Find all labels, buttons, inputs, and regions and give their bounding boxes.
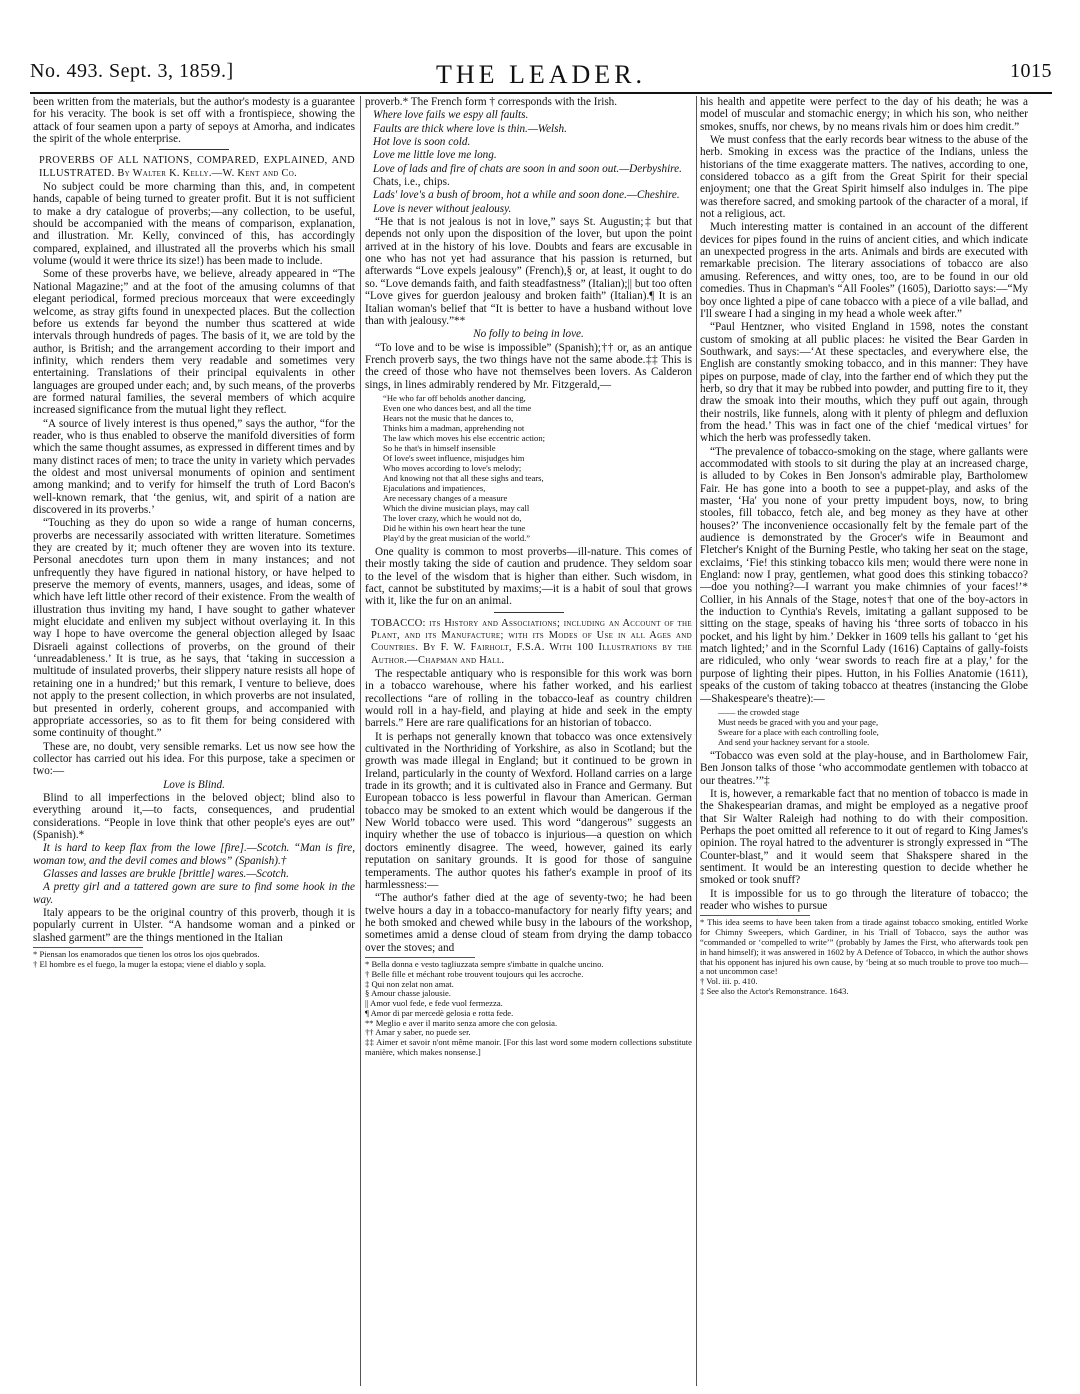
footnote: ** Meglio e aver il marito senza amore che con gelosia. bbox=[365, 1017, 558, 1028]
verse-line: Even one who dances best, and all the time bbox=[383, 402, 532, 413]
paragraph: One quality is common to most proverbs—ill-nature. This comes of their mostly taking the side of caution and prudence. They seldom soar to the level of the wisdom that is higher than either. Such wisdom, in fact, cannot be substituted by maxims;—it is a habit of soul that grows with it, like the fur on an animal. bbox=[365, 545, 692, 608]
proverb: Glasses and lasses are brukle [brittle] wares.—Scotch. bbox=[43, 867, 289, 880]
verse-line: Thinks him a madman, apprehending not bbox=[383, 422, 525, 433]
footnote: || Amor vuol fede, e fede vuol fermezza. bbox=[365, 998, 503, 1009]
footnote: ‡ See also the Actor's Remonstrance. 1643. bbox=[700, 985, 849, 996]
column-divider bbox=[696, 96, 697, 1386]
verse-line: And send your hackney servant for a stoole. bbox=[718, 736, 870, 747]
review-heading: TOBACCO: its History and Associations; including an Account of the Plant, and its Manufacture; with its Modes of Use in all Ages and Countries. By F. W. Fairholt, F.S.A. With 100 Illustrations by the Author.—Chapman and Hall. bbox=[371, 617, 692, 666]
page-number: 1015 bbox=[1010, 60, 1052, 82]
verse-line: Are necessary changes of a measure bbox=[383, 492, 508, 503]
paragraph: We must confess that the early records bear witness to the abuse of the herb. Smoking in excess was the practice of the Indians, unless the historians of the time exaggerate matters. The natives, according to one, considered tobacco as a gift from the Great Spirit for their special enjoyment; one that the Great Spirit himself also indulges in. The pipe was therefore sacred, and smoking partook of the character of a moral, if not a religious, act. bbox=[700, 134, 1028, 221]
masthead bbox=[30, 56, 1052, 92]
verse-line: Sweare for a place with each controlling foole, bbox=[718, 726, 879, 737]
footnote-rule bbox=[700, 915, 810, 916]
footnote-rule bbox=[365, 957, 475, 958]
verse-line: And knowing not that all these sighs and tears, bbox=[383, 472, 544, 483]
verse-quotation bbox=[383, 393, 692, 543]
footnote: † Belle fille et méchant robe trouvent toujours qui les accroche. bbox=[365, 968, 584, 979]
verse-line: Play'd by the great musician of the world.” bbox=[383, 532, 531, 543]
verse-line: —— the crowded stage bbox=[718, 706, 800, 717]
paragraph: “To love and to be wise is impossible” (Spanish);†† or, as an antique French proverb says, the two things have not the same abode.‡‡ This is the creed of those who have not themselves been lovers. As Calderon sings, in lines admirably rendered by Mr. Fitzgerald,— bbox=[365, 341, 692, 391]
footnote: †† Amar y saber, no puede ser. bbox=[365, 1027, 471, 1038]
verse-line: Of love's sweet influence, misjudges him bbox=[383, 452, 525, 463]
footnote: * This idea seems to have been taken from a tirade against tobacco smoking, entitled Worke for Chimny Sweepers, which Gardiner, in his Triall of Tobacco, says the author was “commanded or ‘compelled to write’” (probably by James the First, who afterwards took pen in hand himself); it was answered in 1602 by A Defence of Tobacco, in which the author shows that his opponent has injured his own cause, by ‘being at so much trouble to prove too much—a not uncommon case! bbox=[700, 917, 1028, 977]
footnote: ¶ Amor di par mercedè gelosia e rotta fede. bbox=[365, 1007, 514, 1018]
proverb-list bbox=[373, 109, 692, 215]
paragraph: proverb.* The French form † corresponds with the Irish. bbox=[365, 96, 618, 108]
verse-line: Hears not the music that he dances to, bbox=[383, 412, 514, 423]
masthead-rule bbox=[30, 92, 1052, 94]
proverb: Hot love is soon cold. bbox=[373, 136, 471, 149]
proverb: Lads' love's a bush of broom, hot a while and soon done.—Cheshire. bbox=[373, 189, 680, 202]
proverb-note: Chats, i.e., chips. bbox=[373, 176, 450, 189]
paragraph: Much interesting matter is contained in an account of the different devices for pipes found in the ruins of ancient cities, and which indicate an unexpected progress in the arts. Animals and birds are executed with remarkable precision. The literary associations of tobacco are also amusing. References, and witty ones, too, are to be found in our old comedies. Thus in Chapman's “All Fooles” (1605), Dariotto says:—“My boy once lighted a pipe of cane tobacco with a piece of a vile ballad, and I'll sweare I had a singing in my head a whole week after.” bbox=[700, 221, 1028, 320]
paragraph: Italy appears to be the original country of this proverb, though it is popularly current in Ulster. “A handsome woman and a pinked or slashed garment” are the things mentioned in the Italian bbox=[33, 907, 355, 944]
paragraph: These are, no doubt, very sensible remarks. Let us now see how the collector has carried out his idea. For this purpose, take a specimen or two:— bbox=[33, 740, 355, 778]
paragraph: Blind to all imperfections in the beloved object; blind also to everything around it,—to facts, consequences, and prudential considerations. “People in love think that other people's eyes are out” (Spanish).* bbox=[33, 791, 355, 841]
footnote: ‡ Qui non zelat non amat. bbox=[365, 978, 454, 989]
paragraph: his health and appetite were perfect to the day of his death; he was a model of muscular and stomachic energy; in which his son, who neither smokes, snuffs, nor chews, by no means rivals him or does him credit.” bbox=[700, 96, 1028, 133]
paragraph: “Tobacco was even sold at the play-house, and in Bartholomew Fair, Ben Jonson talks of those ‘who accommodate gentlemen with tobacco at our theatres.’”‡ bbox=[700, 749, 1028, 787]
proverb: Faults are thick where love is thin.—Welsh. bbox=[373, 122, 567, 135]
verse-line: The law which moves his else eccentric action; bbox=[383, 432, 546, 443]
review-heading: PROVERBS OF ALL NATIONS, COMPARED, EXPLAINED, AND ILLUSTRATED. By Walter K. Kelly.—W. Kent and Co. bbox=[39, 155, 355, 179]
paragraph: It is perhaps not generally known that tobacco was once extensively cultivated in the Northriding of Yorkshire, as also in Scotland; but the growth was made illegal in England; but it continued to be grown in Ireland, particularly in the county of Wexford. Holland carries on a large trade in its growth; and it is cultivated also in France and Germany. But European tobacco is less powerful in flavour than American. German tobacco may be smoked to an extent which would be dangerous if the New World tobacco were used. This word “dangerous” suggests an inquiry whether the use of tobacco is injurious—a question on which doctors eminently disagree. The weed, however, gained its early reputation on sanitary grounds. It is good for those of sanguine temperaments. The author quotes his father's example in proof of its harmlessness:— bbox=[365, 730, 692, 891]
verse-line: Ejaculations and impatiences, bbox=[383, 482, 486, 493]
paragraph: “The prevalence of tobacco-smoking on the stage, where gallants were accommodated with stools to sit during the play at an increased charge, is alluded to by Cokes in Ben Jonson's admirable play, Bartholomew Fair. He has gone into a booth to see a puppet-play, and asks of the master, ‘Ha' you none of your pretty impudent boys, now, to bring stooles, fill tobacco, fetch ale, and beg money as they have at other houses?’ The inconvenience occasionally felt by the female part of the audience is demonstrated by the Grocer's wife in Beaumont and Fletcher's Knight of the Burning Pestle, who taking her seat on the stage, exclaims, ‘Fie! this stinking tobacco kils men; would there were none in England: now I pray, gentlemen, what good does this stinking tobacco?—doe you nothing?—I warrant you make chimnies of your faces!’* Collier, in his Annals of the Stage, notes† that one of the boy-actors in the induction to Cynthia's Revels, imitating a gallant supposed to be sitting on the stage, speaks of having his ‘three sorts of tobacco in his pocket, and his light by him.’ Dekker in 1609 tells his gallant to ‘get his match lighted;’ and in the Scornful Lady (1616) Captains of gally-foists are ridiculed, who only ‘wear swords to reach fire at a play,’ for the purpose of lighting their pipes. Hutton, in his Follies Anatomie (1611), speaks of the custom of taking tobacco at theatres (instancing the Globe—Shakespeare's theatre):— bbox=[700, 445, 1028, 705]
verse-line: So he that's in himself insensible bbox=[383, 442, 496, 453]
issue-number-date: No. 493. Sept. 3, 1859.] bbox=[30, 60, 234, 82]
column-1 bbox=[33, 96, 355, 1390]
paragraph: “The author's father died at the age of seventy-two; he had been twelve hours a day in a tobacco-manufactory for nearly fifty years; and he both smoked and chewed while busy in the labours of the workshop, sometimes amid a dense cloud of steam from drying the damp tobacco over the stoves; and bbox=[365, 892, 692, 954]
proverb: Love me little love me long. bbox=[373, 149, 497, 162]
paragraph: “Touching as they do upon so wide a range of human concerns, proverbs are necessarily associated with written literature. Sometimes they are created by it; much oftener they are woven into its texture. Personal anecdotes turn upon them in many instances; and not unfrequently they have figured in national history, or have helped to preserve the memory of events, manners, usages, and ideas, some of which have left little other record of their existence. From the wealth of illustration thus inviting my hand, I have sought to gather whatever might elucidate and enliven my subject without overlaying it. In this way I hope to have overcome the general objection alleged by Isaac Disraeli against collections of proverbs, on the ground of their ‘unreadableness.’ It is true, as he says, that ‘taking in succession a multitude of insulated proverbs, their slippery nature resists all hope of retaining one in a hundred;’ but this remark, I venture to believe, does not apply to the present collection, in which proverbs are not insulated, but presented in orderly, coherent groups, and accompanied with appropriate accessories, so as to fit them for being considered with some continuity of thought.” bbox=[33, 517, 355, 740]
proverb: Where love fails we espy all faults. bbox=[373, 109, 529, 122]
subheading: Love is Blind. bbox=[163, 778, 225, 791]
verse-line: Who moves according to love's melody; bbox=[383, 462, 522, 473]
verse-line: Did he within his own heart hear the tune bbox=[383, 522, 526, 533]
paragraph: No subject could be more charming than this, and, in competent hands, capable of being turned to greater profit. But it is not sufficient to make a dry catalogue of proverbs;—any collection, to be useful, should be accompanied with the means of comparison, explanation, and illustration. Mr. Kelly, convinced of this, has accordingly compared, explained, and illustrated all the proverbs which his small volume (would it were thrice its size!) has been made to include. bbox=[33, 181, 355, 268]
proverb: Love is never without jealousy. bbox=[373, 202, 512, 215]
paragraph: It is, however, a remarkable fact that no mention of tobacco is made in the Shakespearian dramas, and might be employed as a negative proof that Sir Walter Raleigh had nothing to do with their composition. Perhaps the poet omitted all reference to it out of regard to King James's opinion. The royal hatred to the adventurer is strongly expressed in “The Counter-blast,” and it would seem that Shakspere shared in the sentiment. It would be an interesting question to decide whether he smoked or took snuff? bbox=[700, 787, 1028, 887]
footnote: † Vol. iii. p. 410. bbox=[700, 976, 758, 987]
verse-quotation bbox=[718, 707, 1028, 747]
paragraph: The respectable antiquary who is responsible for this work was born in a tobacco warehouse, where his father worked, and his earliest recollections “are of rolling in the tobacco-leaf as country children would roll in a hay-field, and playing at hide and seek in the empty barrels.” Here are rare qualifications for an historian of tobacco. bbox=[365, 668, 692, 730]
footnote: * Bella donna e vesto tagliuzzata sempre s'imbatte in qualche uncino. bbox=[365, 958, 604, 969]
verse-line: “He who far off beholds another dancing, bbox=[383, 392, 526, 403]
paragraph: been written from the materials, but the author's modesty is a guarantee for his veracity. The book is set off with a frontispiece, showing the attack of four seamen upon a party of sepoys at Amorha, and indicates the spirit of the whole enterprise. bbox=[33, 96, 355, 146]
paragraph: It is impossible for us to go through the literature of tobacco; the reader who wishes to pursue bbox=[700, 887, 1028, 912]
proverb: It is hard to keep flax from the lowe [fire].—Scotch. “Man is fire, woman tow, and the devil comes and blows” (Spanish).† bbox=[33, 842, 355, 867]
paragraph: “A source of lively interest is thus opened,” says the author, “for the reader, who is thus enabled to observe the manifold diversities of form which the same thought assumes, as expressed in different times and by many distinct races of men; to trace the unity in variety which pervades the oldest and most universal monuments of opinion and sentiment among mankind; and to verify for himself the truth of Lord Bacon's well-known remark, that ‘the genius, wit, and spirit of a nation are discovered in its proverbs.’ bbox=[33, 417, 355, 516]
subheading: No folly to being in love. bbox=[473, 328, 584, 341]
footnote: * Piensan los enamorados que tienen los otros los ojos quebrados. bbox=[33, 949, 260, 960]
verse-line: The lover crazy, which he would not do, bbox=[383, 512, 522, 523]
footnote-rule bbox=[33, 947, 143, 948]
paragraph: “He that is not jealous is not in love,” says St. Augustin;‡ but that depends not only upon the disposition of the lover, but upon the point arrived at in the history of his love. Doubts and fears are excusable in one who has not yet had assurance that his passion is returned, but afterwards “Love expels jealousy” (French),§ or, at least, it ought to do so. “Love demands faith, and faith steadfastness” (Italian);|| but too often “Love gives for guerdon jealousy and broken faith” (Italian).¶ It is an Italian woman's belief that “It is better to have a husband without love than with jealousy.”** bbox=[365, 216, 692, 327]
section-separator bbox=[159, 149, 229, 150]
proverb: A pretty girl and a tattered gown are sure to find some hook in the way. bbox=[33, 881, 355, 906]
paragraph: Some of these proverbs have, we believe, already appeared in “The National Magazine;” and at the foot of the amusing columns of that elegant periodical, formed precious morceaux that were exceedingly welcome, as stray gifts found in unexpected places. But the collection before us extends far beyond the number thus scattered at wide intervals through hundreds of pages. The basis of it, we are told by the author, is British; and the arrangement according to their import and infinity, which renders them very readable and sometimes very entertaining. Translations of their principal equivalents in other languages are grouped under each; and, by such means, of the proverbs are formed natural families, the several members of which acquire increased significance from the mutual light they reflect. bbox=[33, 268, 355, 417]
section-separator bbox=[494, 612, 564, 613]
proverb: Love of lads and fire of chats are soon in and soon out.—Derbyshire. bbox=[373, 162, 682, 175]
verse-line: Must needs be graced with you and your page, bbox=[718, 716, 879, 727]
footnote: ‡‡ Aimer et savoir n'ont même manoir. [For this last word some modern collections substitute manière, which makes nonsense.] bbox=[365, 1037, 692, 1058]
footnote: † El hombre es el fuego, la muger la estopa; viene el diablo y sopla. bbox=[33, 958, 266, 969]
paragraph: “Paul Hentzner, who visited England in 1598, notes the constant custom of smoking at all public places: he visited the Bear Garden in Southwark, and says:—‘At these spectacles, and everywhere else, the English are constantly smoking tobacco, and in this manner: They have pipes on purpose, made of clay, into the farther end of which they put the herb, so dry that it may be rubbed into powder, and putting fire to it, they draw the smoak into their mouths, which they puff out again, through their nostrils, like funnels, along with it plenty of phlegm and defluxion from the head.’ This was in fact one of the chief ‘medical virtues’ for which the herb was professedly taken. bbox=[700, 321, 1028, 445]
newspaper-title: THE LEADER. bbox=[435, 60, 647, 89]
footnote: § Amour chasse jalousie. bbox=[365, 988, 451, 999]
column-2 bbox=[365, 96, 692, 1390]
verse-line: Which the divine musician plays, may call bbox=[383, 502, 530, 513]
column-3 bbox=[700, 96, 1028, 1390]
column-divider bbox=[360, 96, 361, 1386]
